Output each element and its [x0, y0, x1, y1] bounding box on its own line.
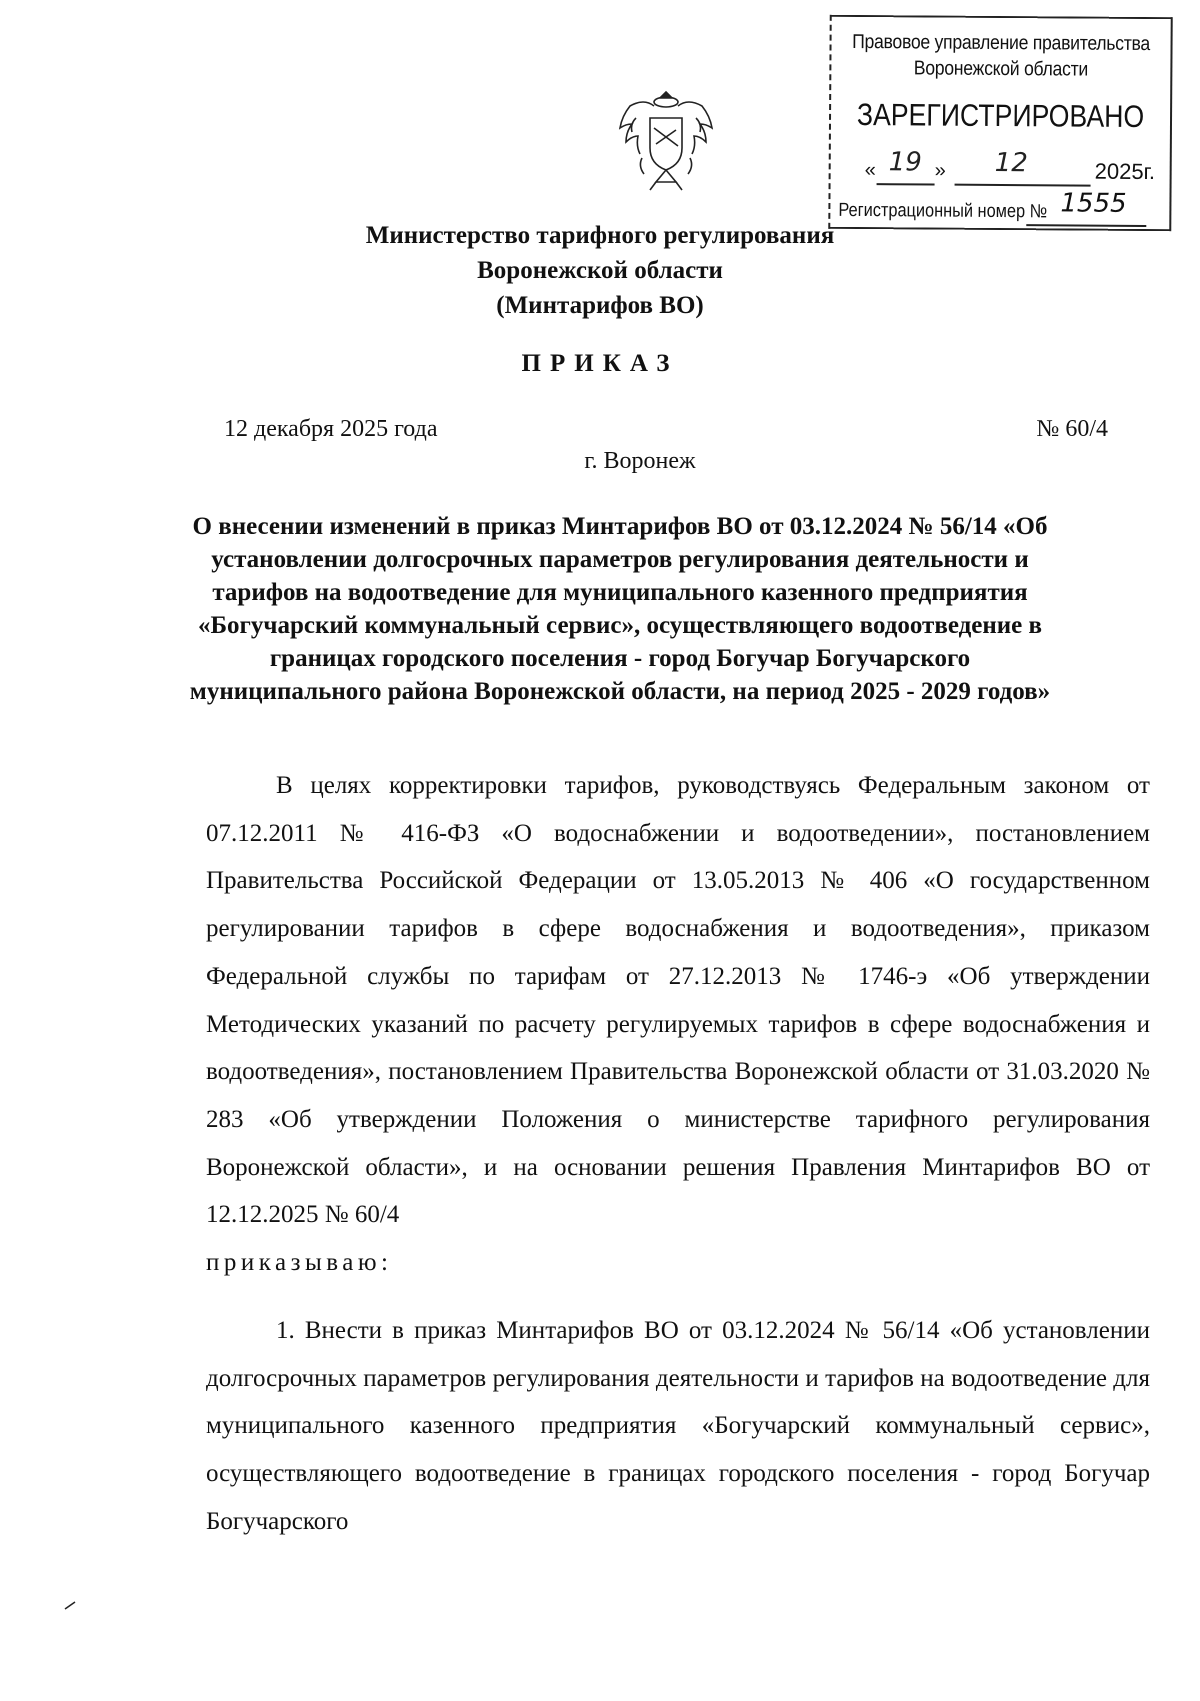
- order-title: О внесении изменений в приказ Минтарифов ВО от 03.12.2024 № 56/14 «Об установлении долгосрочных параметров регулирования деятельности и тарифов на водоотведение для муниципального казенного предприятия «Богучарский коммунальный сервис», осуществляющего водоотведение в границах городского поселения - город Богучар Богучарского муниципального района Воронежской области, на период 2025 - 2029 годов»: [189, 513, 1051, 705]
- stamp-day: 19: [888, 147, 922, 178]
- coat-of-arms-icon: [616, 88, 716, 194]
- item-1: [206, 1307, 1150, 1546]
- doc-type: ПРИКАЗ: [521, 350, 679, 377]
- pen-mark-icon: [64, 1600, 76, 1610]
- order-body: [206, 762, 1150, 1287]
- stamp-registered: ЗАРЕГИСТРИРОВАНО: [856, 96, 1145, 135]
- order-date: 12 декабря 2025 года: [224, 416, 438, 442]
- stamp-quote-open: «: [864, 159, 876, 182]
- ministry-line2: Воронежской области: [477, 257, 723, 284]
- preamble-paragraph: В целях корректировки тарифов, руководствуясь Федеральным законом от 07.12.2011 № 416-ФЗ «О водоснабжении и водоотведении», постановлением Правительства Российской Федерации от 13.05.2013 № 406 «О государственном регулировании тарифов в сфере водоснабжения и водоотведения», приказом Федеральной службы по тарифам от 27.12.2013 № 1746-э «Об утверждении Методических указаний по расчету регулируемых тарифов в сфере водоснабжения и водоотведения», постановлением Правительства Воронежской области от 31.03.2020 № 283 «Об утверждении Положения о министерстве тарифного регулирования Воронежской области», и на основании решения Правления Минтарифов ВО от 12.12.2025 № 60/4: [206, 772, 1150, 1229]
- item-1-paragraph: 1. Внести в приказ Минтарифов ВО от 03.12.2024 № 56/14 «Об установлении долгосрочных параметров регулирования деятельности и тарифов на водоотведение для муниципального казенного предприятия «Богучарский коммунальный сервис», осуществляющего водоотведение в границах городского поселения - город Богучар Богучарского: [206, 1317, 1150, 1535]
- stamp-line2: Воронежской области: [913, 57, 1089, 81]
- ministry-heading: [0, 218, 1200, 323]
- ministry-line3: (Минтарифов ВО): [496, 292, 704, 319]
- stamp-month: 12: [994, 147, 1028, 179]
- stamp-quote-close: »: [934, 159, 946, 182]
- stamp-line1: Правовое управление правительства: [852, 30, 1151, 56]
- order-city: г. Воронеж: [584, 448, 696, 474]
- stamp-year: 2025г.: [1094, 158, 1156, 185]
- stamp-date: [865, 147, 1165, 189]
- stamp-reg-number: 1555: [1060, 188, 1127, 219]
- stamp-reg-number-label: Регистрационный номер №: [838, 199, 1048, 223]
- decree-word: приказываю:: [206, 1249, 393, 1277]
- registration-stamp: [828, 15, 1172, 231]
- order-number: № 60/4: [1036, 416, 1108, 442]
- ministry-line1: Министерство тарифного регулирования: [365, 222, 835, 249]
